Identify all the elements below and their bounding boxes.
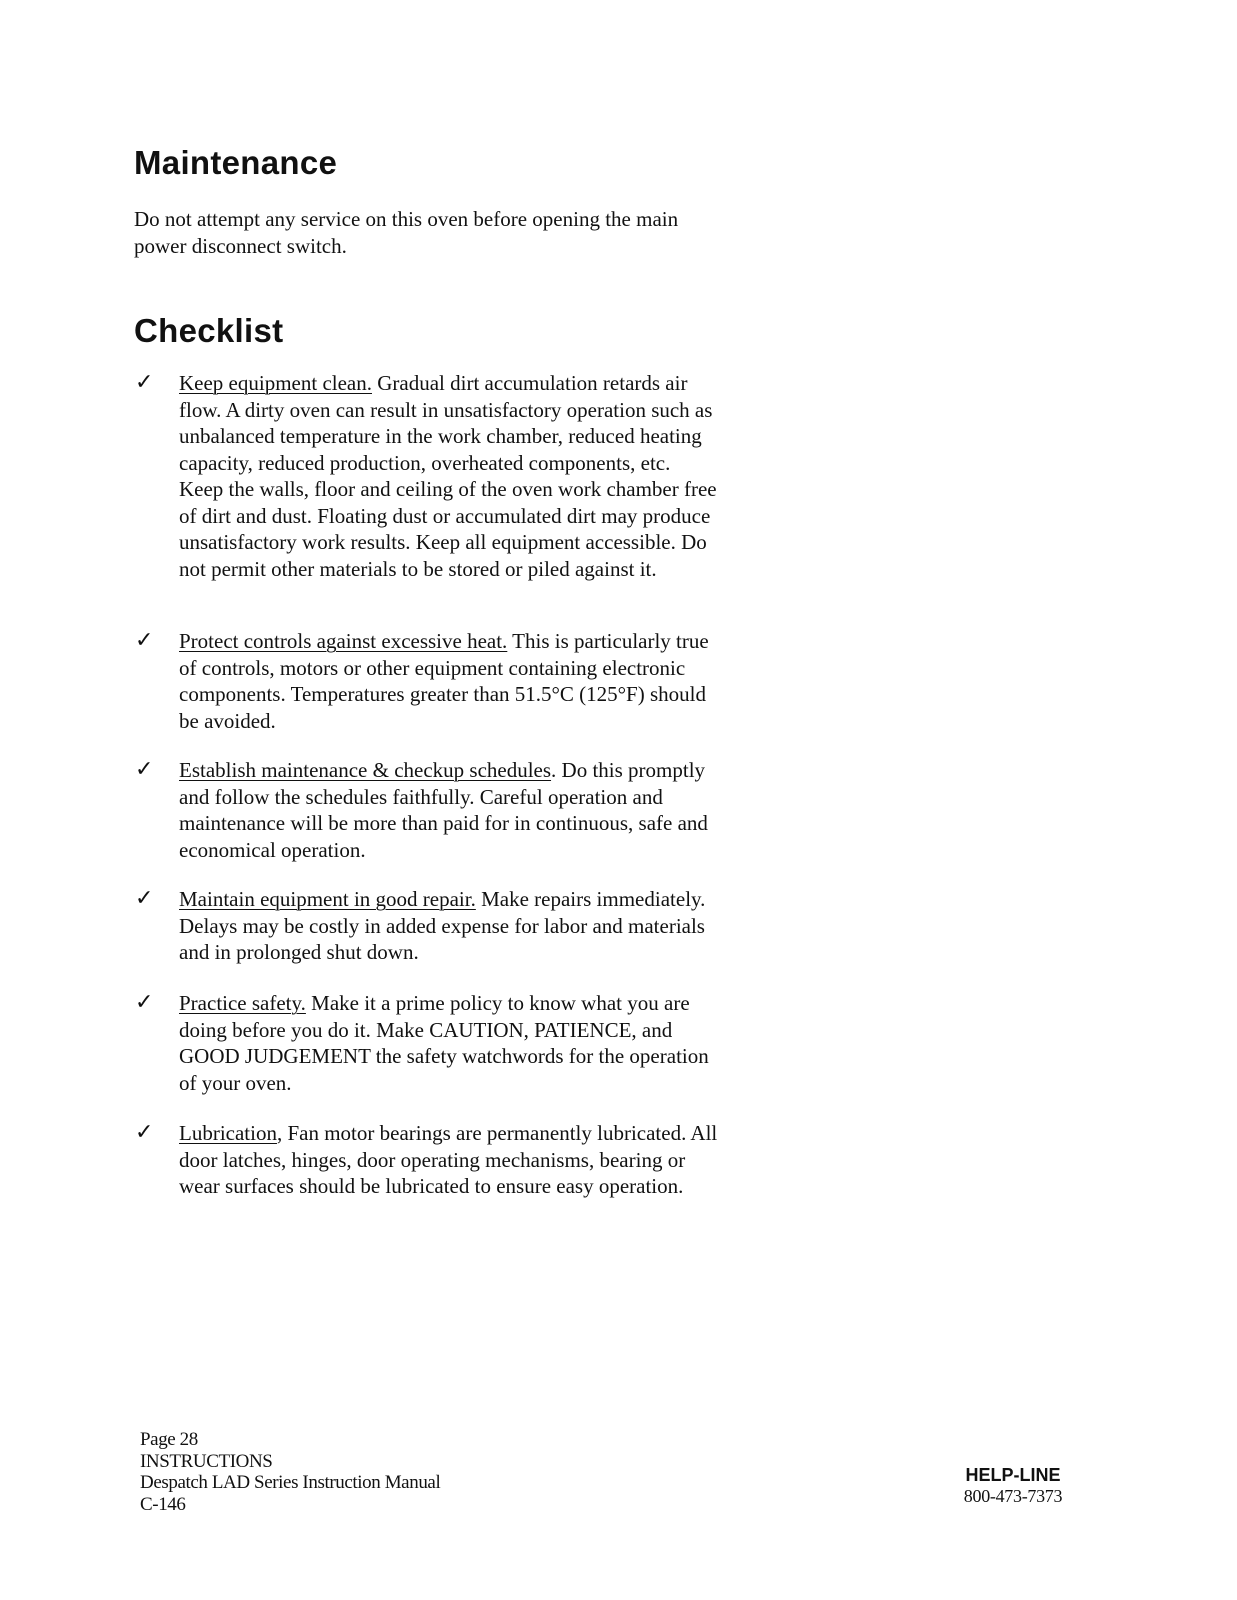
checklist-item-title: Protect controls against excessive heat. xyxy=(179,629,508,653)
checklist-item-title: Establish maintenance & checkup schedules xyxy=(179,758,552,782)
checklist-item-title: Lubrication xyxy=(179,1121,277,1145)
checklist-item-body: , Fan motor bearings are permanently lubricated. All door latches, hinges, door operating mechanisms, bearing or wear surfaces should be lubricated to ensure easy operation. xyxy=(179,1121,718,1198)
helpline-number: 800-473-7373 xyxy=(963,1486,1063,1506)
footer-helpline xyxy=(958,1464,1068,1506)
maintenance-intro: Do not attempt any service on this oven before opening the main power disconnect switch. xyxy=(134,207,679,258)
check-mark-icon: ✓ xyxy=(135,990,154,1015)
helpline-label: HELP-LINE xyxy=(965,1465,1061,1485)
checklist-item-text xyxy=(179,757,719,863)
footer-document-info xyxy=(140,1429,440,1515)
check-mark-icon: ✓ xyxy=(135,886,154,911)
checklist-item-text xyxy=(179,1120,719,1200)
checklist-item-body: Make it a prime policy to know what you are doing before you do it. Make CAUTION, PATIENCE, and GOOD JUDGEMENT the safety watchwords for the operation of your oven. xyxy=(179,991,709,1095)
checklist-heading: Checklist xyxy=(134,312,284,349)
checklist-item-body: . Do this promptly and follow the schedules faithfully. Careful operation and maintenance will be more than paid for in continuous, safe and economical operation. xyxy=(179,758,708,862)
checklist-item-title: Keep equipment clean. xyxy=(179,371,372,395)
check-mark-icon: ✓ xyxy=(135,757,154,782)
footer-section: INSTRUCTIONS xyxy=(140,1450,273,1472)
checklist-item-body: This is particularly true of controls, motors or other equipment containing electronic components. Temperatures greater than 51.5°C (125°F) should be avoided. xyxy=(179,629,709,733)
checklist-item-text xyxy=(179,886,719,966)
footer-page-number: Page 28 xyxy=(140,1429,198,1450)
maintenance-heading: Maintenance xyxy=(134,144,338,181)
checklist-item-title: Maintain equipment in good repair. xyxy=(179,887,476,911)
check-mark-icon: ✓ xyxy=(135,370,154,395)
checklist-item-body: Make repairs immediately. Delays may be costly in added expense for labor and materials and in prolonged shut down. xyxy=(179,887,706,964)
checklist-item-title: Practice safety. xyxy=(179,991,306,1015)
check-mark-icon: ✓ xyxy=(135,1120,154,1145)
checklist-item-text xyxy=(179,370,719,582)
footer-document-code: C-146 xyxy=(140,1493,186,1515)
checklist-item-body: Gradual dirt accumulation retards air flow. A dirty oven can result in unsatisfactory operation such as unbalanced temperature in the work chamber, reduced heating capacity, reduced production, overheated components, etc. Keep the walls, floor and ceiling of the oven work chamber free of dirt and dust. Floating dust or accumulated dirt may produce unsatisfactory work results. Keep all equipment accessible. Do not permit other materials to be stored or piled against it. xyxy=(179,371,717,581)
footer-manual-title: Despatch LAD Series Instruction Manual xyxy=(140,1472,441,1493)
check-mark-icon: ✓ xyxy=(135,628,154,653)
checklist-item-text xyxy=(179,628,719,734)
checklist-item-text xyxy=(179,990,719,1096)
